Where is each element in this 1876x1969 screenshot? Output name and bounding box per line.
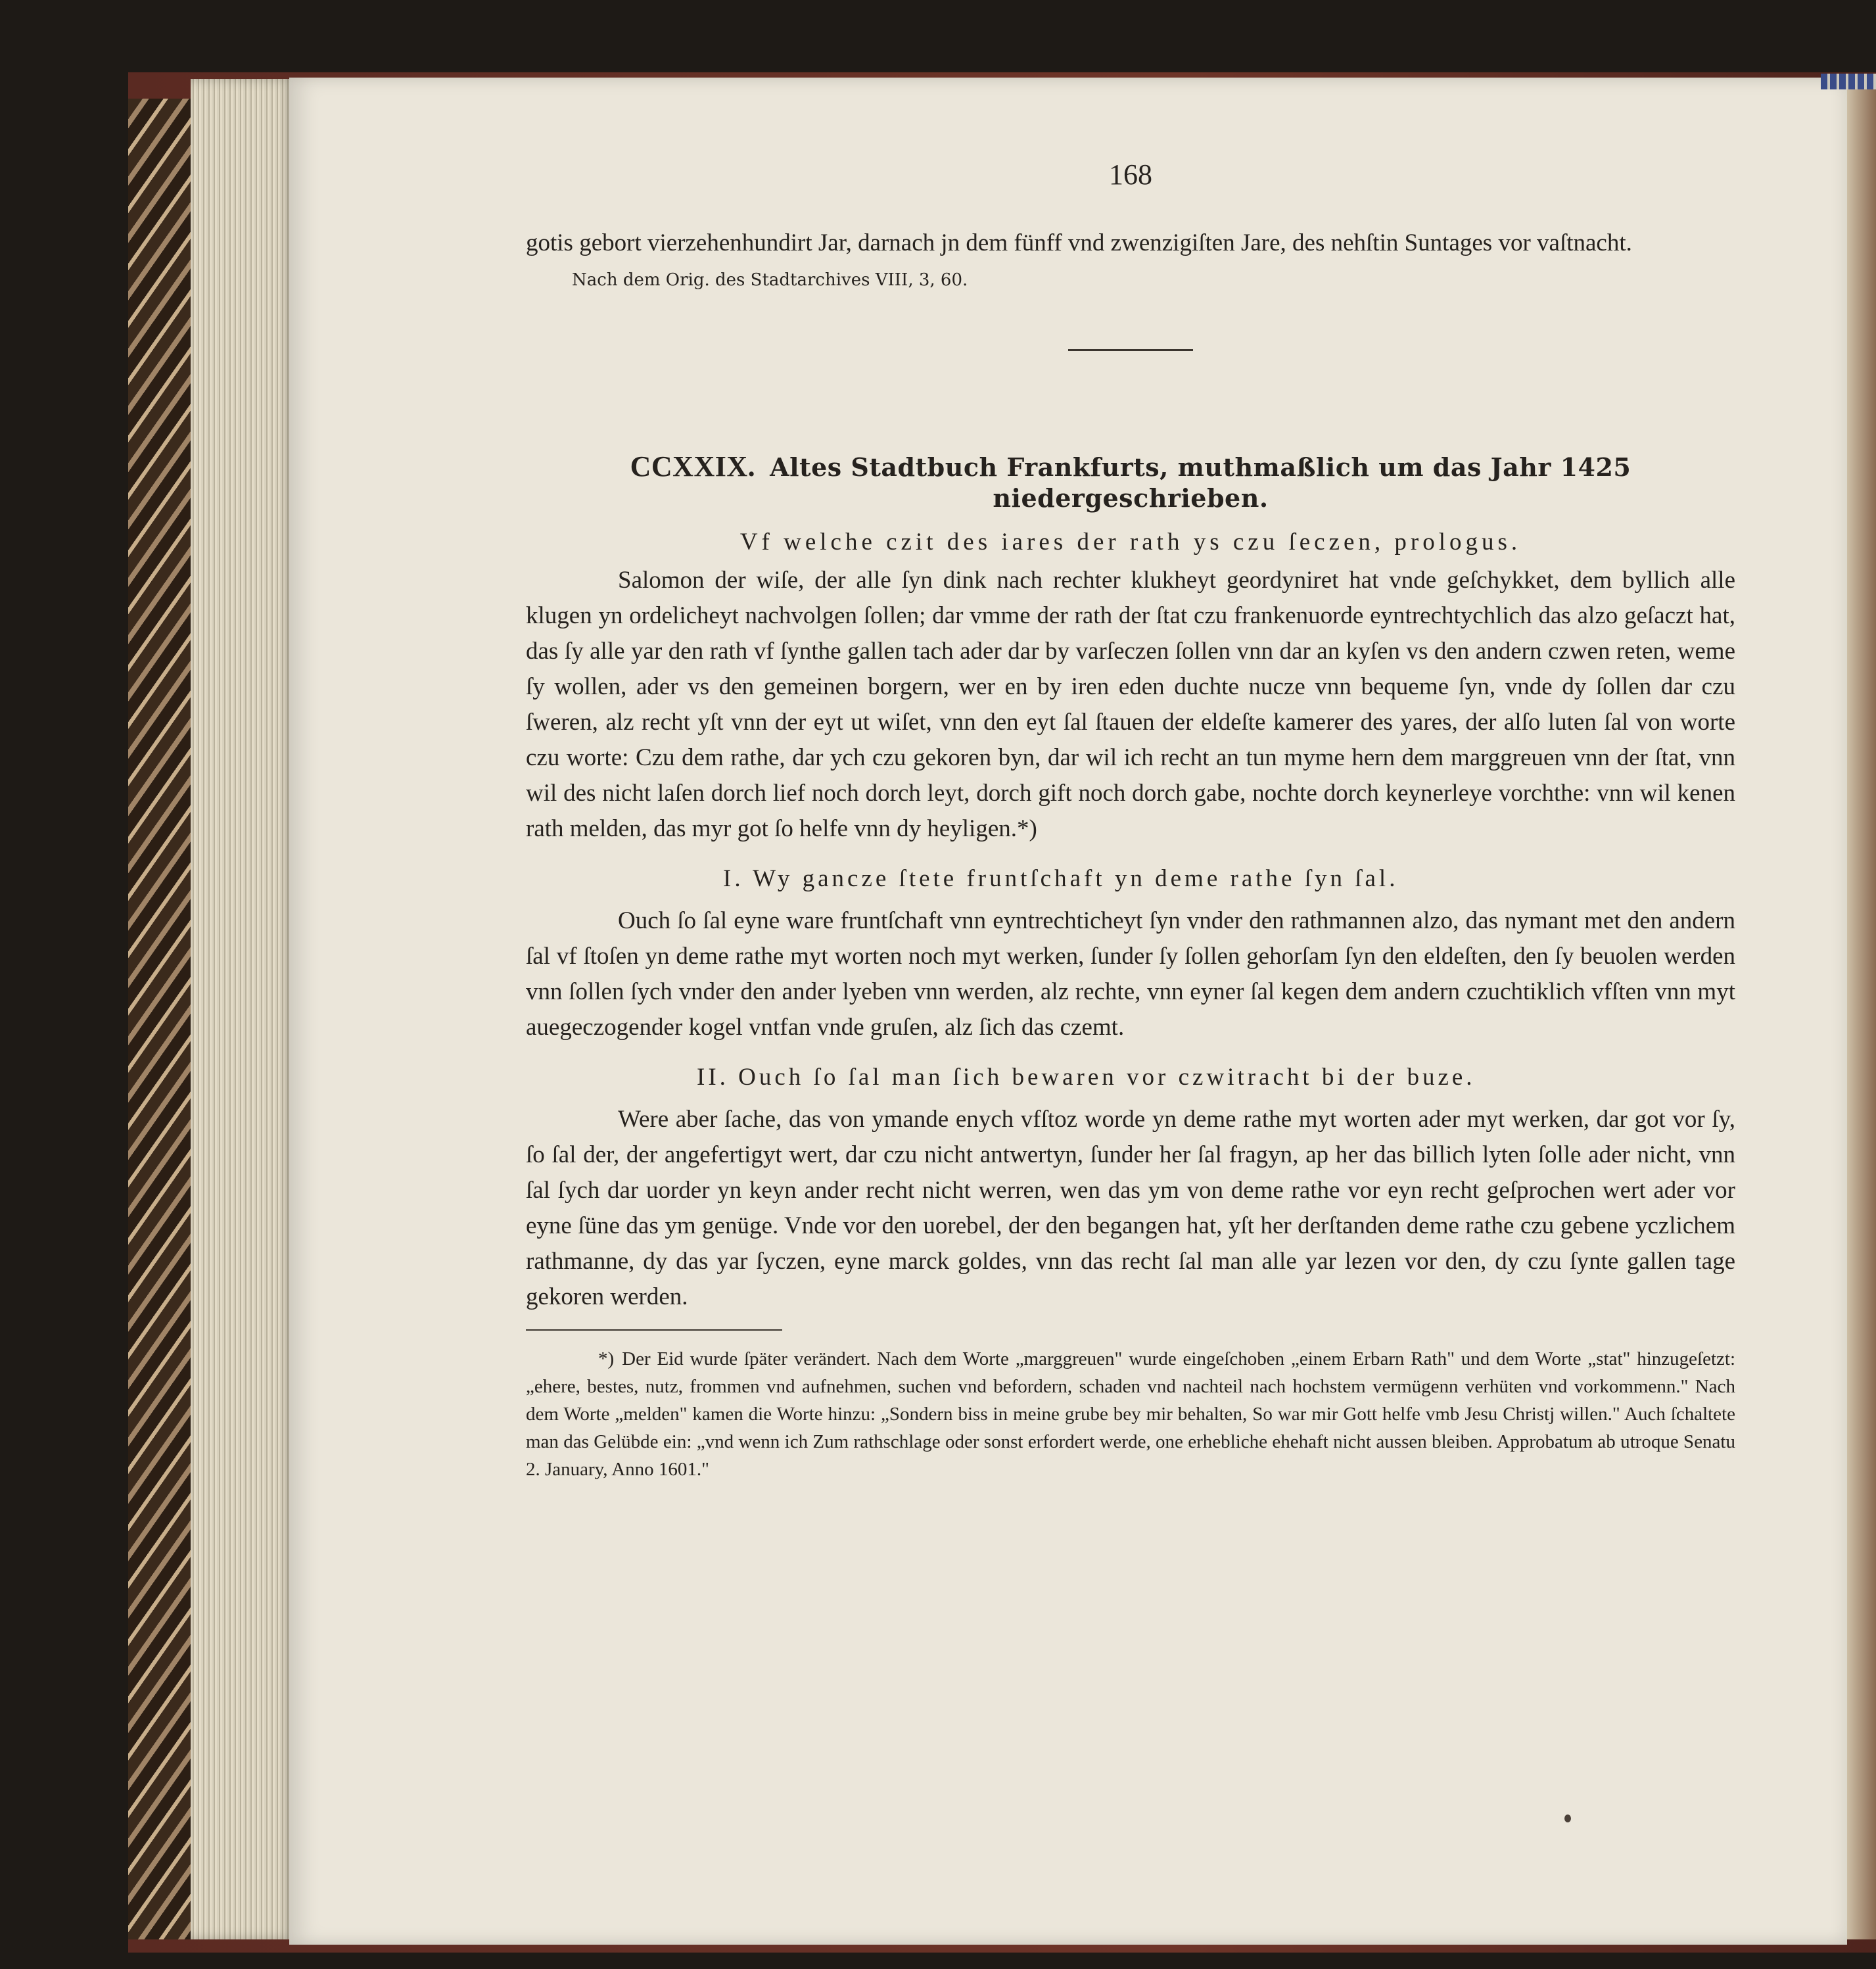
prologue-paragraph: Salomon der wiſe, der alle ſyn dink nach rechter klukheyt geordyniret hat vnde geſchykket, dem byllich alle klugen yn ordelicheyt nachvolgen ſollen; dar vmme der rath der ſtat czu frankenuorde eyntrechtychlich das alzo geſaczt hat, das ſy alle yar den rath vf ſynthe gallen tach ader dar by varſeczen ſollen vnn dar an kyſen vs den andern czwen reten, weme ſy wollen, ader vs den gemeinen borgern, wer en by iren eden duchte nucze vnn bequeme ſyn, vnde dy ſollen dar czu ſweren, alz recht yſt vnn der eyt ut wiſet, vnn den eyt ſal ſtauen der eldeſte kamerer des yares, der alſo luten ſal von worte czu worte: Czu dem rathe, dar ych czu gekoren byn, dar wil ich recht an tun myme hern dem marggreuen vnn der ſtat, vnn wil des nicht laſen dorch lief noch dorch leyt, dorch gift noch dorch gabe, nochte dorch keynerleye vorchthe: vnn wil kenen rath melden, das myr got ſo helfe vnn dy heyligen.*) — [526, 567, 1735, 842]
footnote-label: *) — [598, 1348, 615, 1369]
section-2-paragraph: Were aber ſache, das von ymande enych vfſtoz worde yn deme rathe myt worten ader myt werken, dar got vor ſy, ſo ſal der, der angefertigyt wert, dar czu nicht antwertyn, ſunder her ſal fragyn, ap her das billich lyten ſolle ader nicht, vnn ſal ſych dar uorder yn keyn ander recht nicht werren, wen das ym von deme rathe vor eyn recht geſprochen wert ader vor eyne ſüne das ym genüge. Vnde vor den uorebel, der den begangen hat, yſt her derſtanden deme rathe czu gebene yczlichem rathmanne, dy das yar ſyczen, eyne marck goldes, vnn das recht ſal man alle yar lezen vor den, dy czu ſynte gallen tage gekoren werden. — [526, 1106, 1735, 1310]
page-edges — [191, 79, 296, 1939]
prologue-heading: Vf welche czit des iares der rath ys czu ſeczen, prologus. — [739, 529, 1522, 556]
bookmark-ribbon — [1821, 74, 1876, 89]
page-text — [526, 158, 1735, 1483]
document-number: CCXXIX. — [630, 450, 756, 483]
section-2-heading: II. Ouch ſo ſal man ſich bewaren vor czwitracht bi der buze. — [697, 1064, 1476, 1091]
page-number: 168 — [1109, 158, 1152, 191]
footnote — [526, 1345, 1735, 1483]
footnote-text: Der Eid wurde ſpäter verändert. Nach dem Worte „marggreuen" wurde eingeſchoben „einem Erbarn Rath" und dem Worte „stat" hinzugeſetzt: „ehere, bestes, nutz, frommen vnd aufnehmen, suchen vnd befordern, schaden vnd nachteil nach hochstem vermügenn verhüten vnd vorkommenn." Nach dem Worte „melden" kamen die Worte hinzu: „Sondern biss in meine grube bey mir behalten, So war mir Gott helfe vmb Jesu Christj willen." Auch ſchaltete man das Gelübde ein: „vnd wenn ich Zum rathschlage oder sonst erfordert werde, one erhebliche ehehaft nicht aussen bleiben. Approbatum ab utroque Senatu 2. January, Anno 1601." — [526, 1348, 1735, 1480]
section-1-heading: I. Wy gancze ſtete fruntſchaft yn deme rathe ſyn ſal. — [723, 865, 1399, 892]
document-title: Altes Stadtbuch Frankfurts, muthmaßlich um das Jahr 1425 niedergeschrieben. — [770, 452, 1631, 513]
source-note: Nach dem Orig. des Stadtarchives VIII, 3, 60. — [572, 270, 968, 290]
next-page-edge — [1847, 85, 1876, 1939]
section-divider — [1068, 349, 1193, 351]
section-1-paragraph: Ouch ſo ſal eyne ware fruntſchaft vnn eyntrechticheyt ſyn vnder den rathmannen alzo, das nymant met den andern ſal vf ſtoſen yn deme rathe myt worten noch myt werken, ſunder ſy ſollen gehorſam ſyn den eldeſten, den ſy beuolen werden vnn ſollen ſych vnder den ander lyeben vnn werden, alz rechte, vnn eyner ſal kegen dem andern czuchtiklich vfſten vnn myt auegeczogender kogel vntfan vnde gruſen, alz ſich das czemt. — [526, 907, 1735, 1041]
continuation-paragraph: gotis gebort vierzehenhundirt Jar, darnach jn dem fünff vnd zwenzigiſten Jare, des nehſtin Suntages vor vaſtnacht. — [526, 229, 1632, 256]
document-heading — [526, 450, 1735, 513]
footnote-rule — [526, 1329, 782, 1331]
marbled-endpaper — [128, 99, 195, 1939]
ink-speck — [1564, 1815, 1571, 1822]
